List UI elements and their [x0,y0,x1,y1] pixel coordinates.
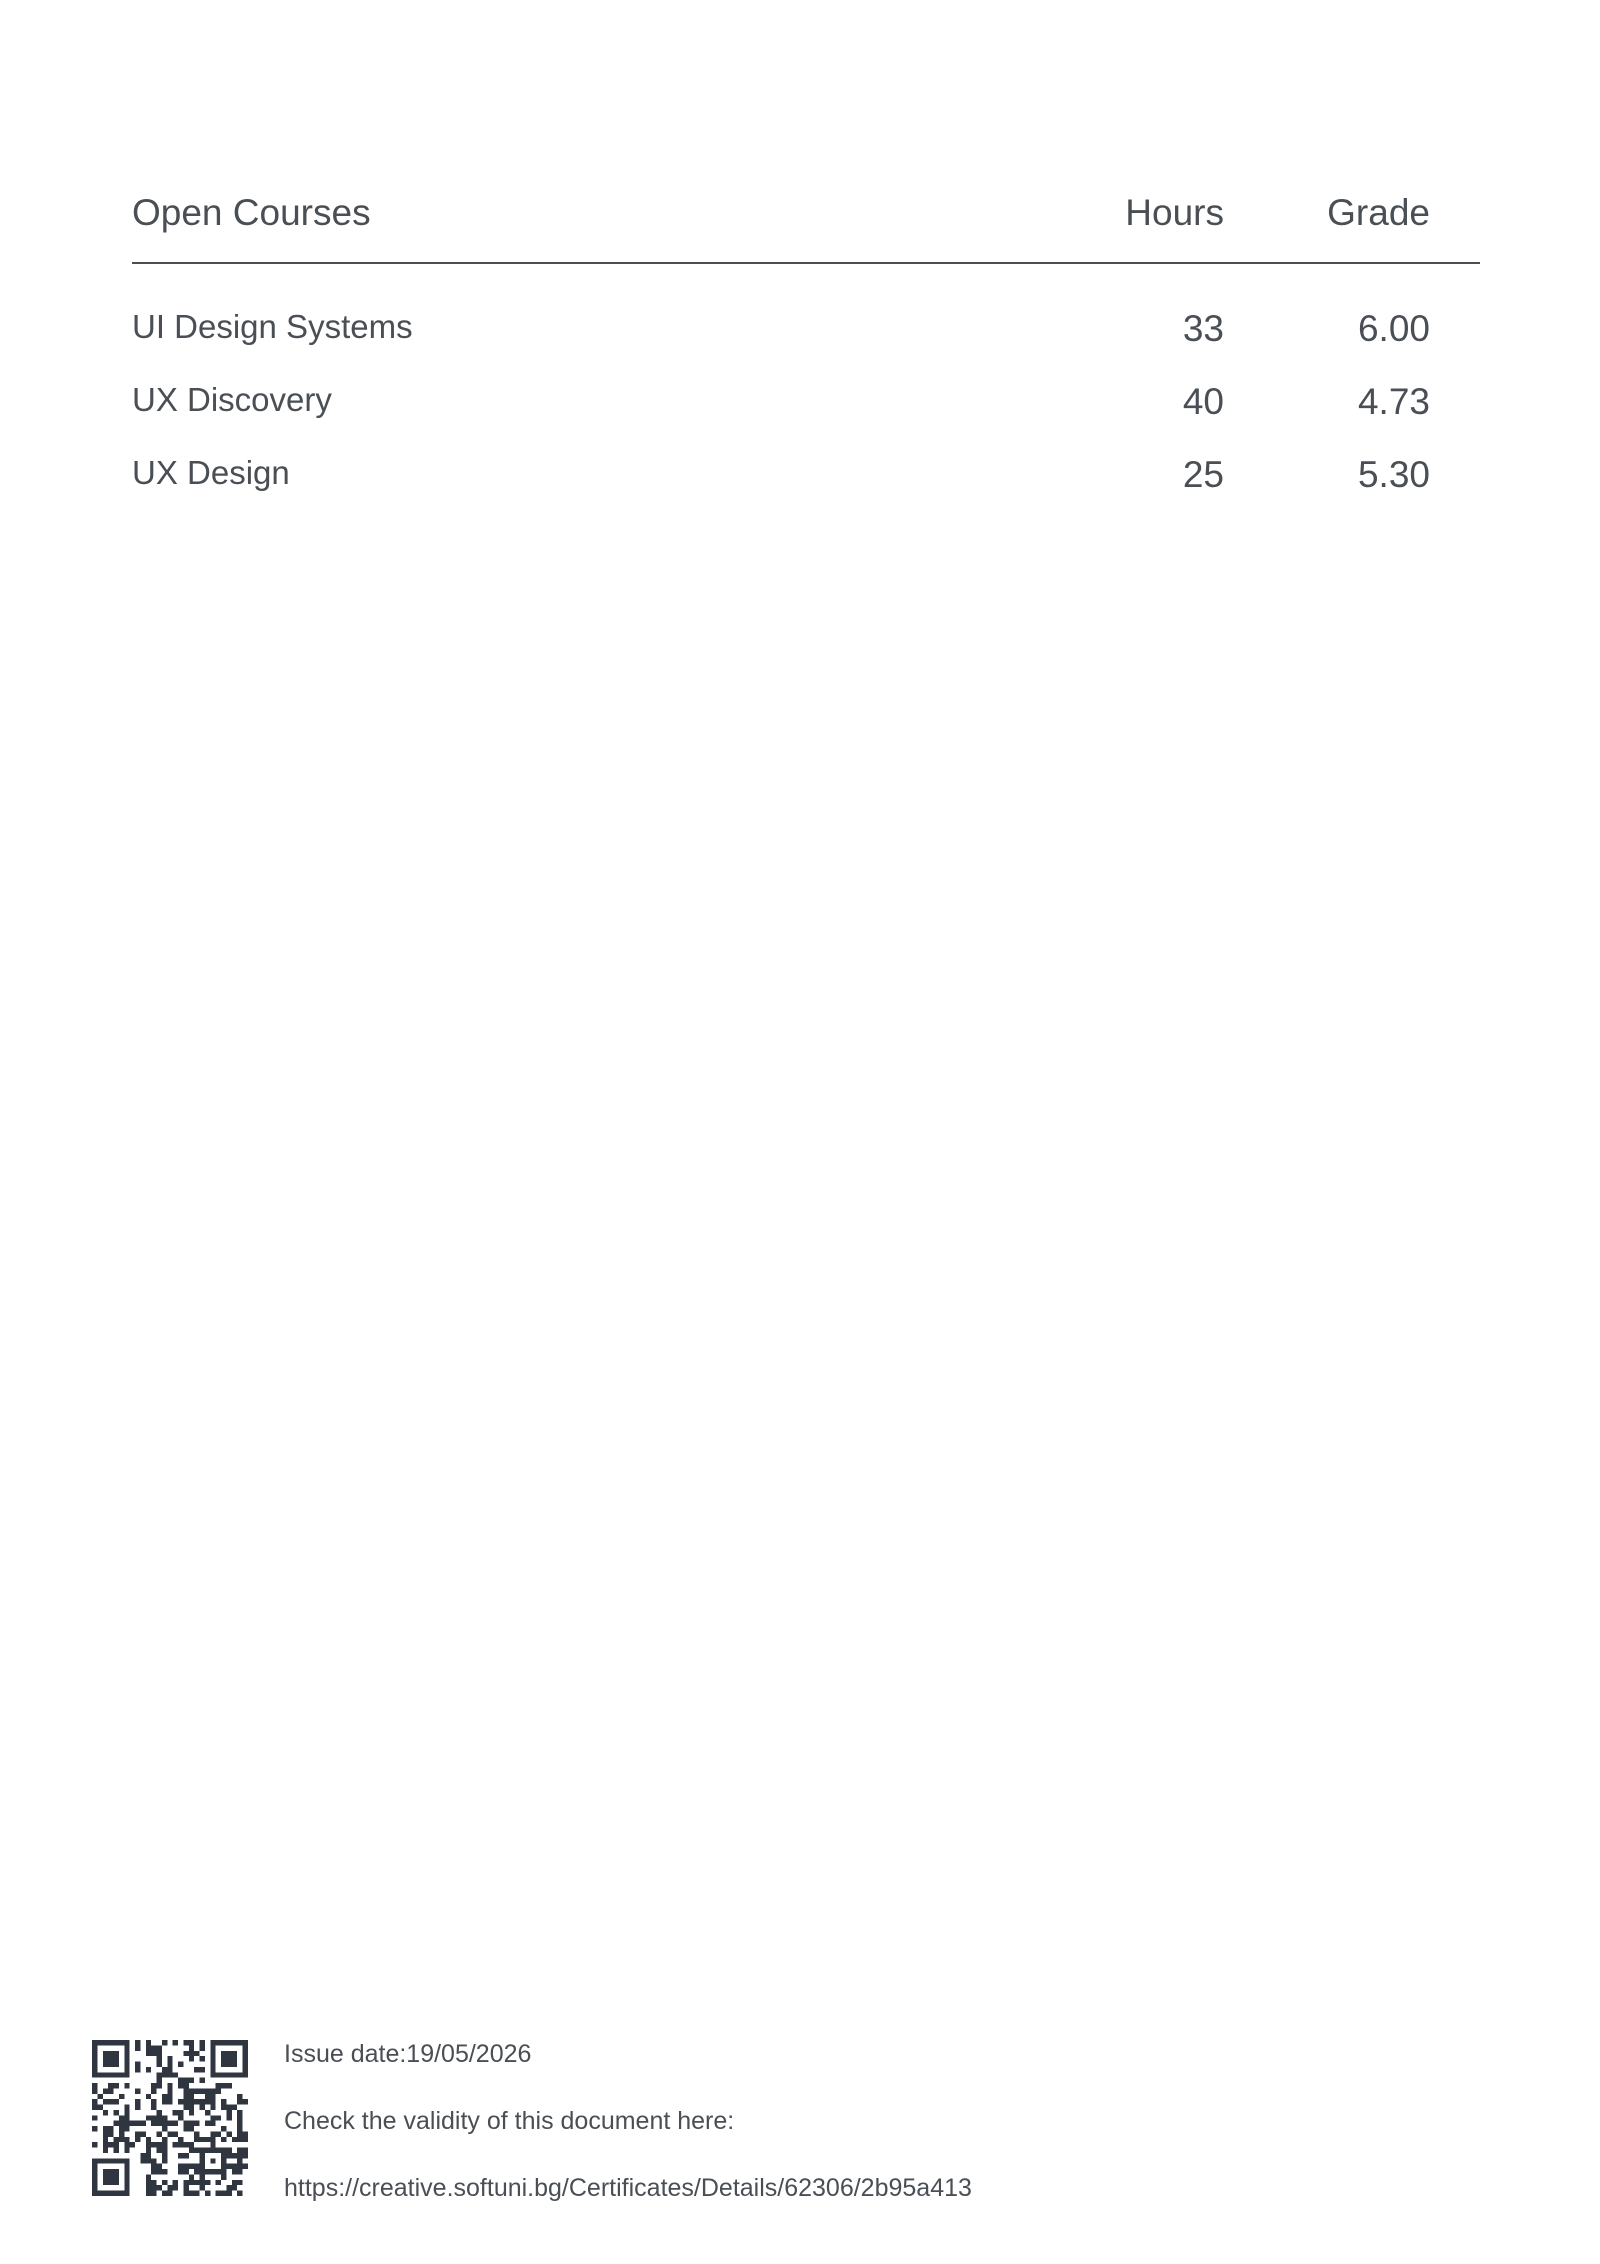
course-name: UX Design [132,454,290,491]
issue-date: Issue date:19/05/2026 [284,2040,532,2068]
table-row [132,454,1480,527]
course-grade: 4.73 [1357,381,1430,422]
grade-column-header: Grade [1327,192,1430,233]
course-hours: 40 [1182,381,1224,422]
section-title: Open Courses [132,192,371,233]
course-name: UI Design Systems [132,308,413,345]
certificate-footer [92,2040,1292,2200]
table-header [132,190,1480,264]
table-row [132,308,1480,381]
hours-column-header: Hours [1125,192,1224,233]
validity-link[interactable]: https://creative.softuni.bg/Certificates/Details/62306/2b95a413 [284,2174,972,2202]
course-grade: 6.00 [1357,308,1430,349]
course-hours: 33 [1182,308,1224,349]
course-hours: 25 [1182,454,1224,495]
table-row [132,381,1480,454]
course-grade: 5.30 [1357,454,1430,495]
course-name: UX Discovery [132,381,332,418]
open-courses-table [132,190,1480,527]
table-body [132,308,1480,527]
validity-note: Check the validity of this document here: [284,2107,735,2135]
qr-code-icon [92,2040,248,2196]
